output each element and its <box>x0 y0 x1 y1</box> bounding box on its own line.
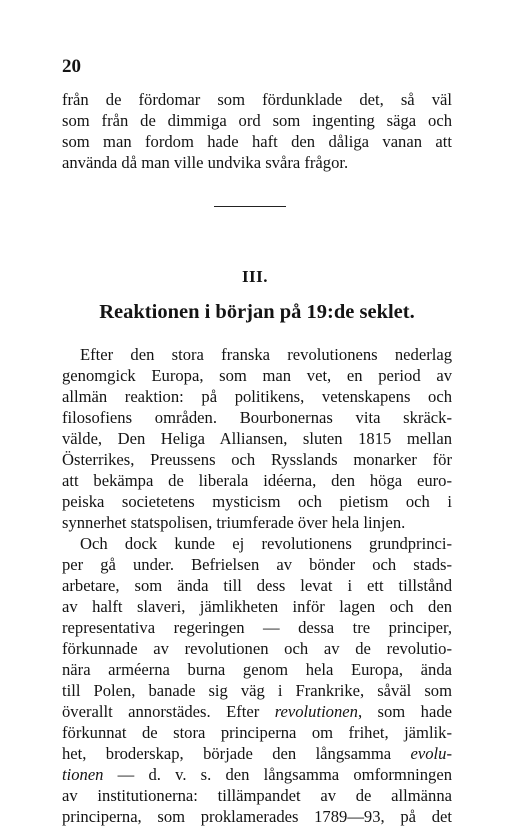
text-line: nära arméerna burna genom hela Europa, ända <box>62 660 452 679</box>
text-line: tionen — d. v. s. den långsamma omformningen <box>62 765 452 784</box>
text-line: från de fördomar som fördunklade det, så väl <box>62 90 452 109</box>
text-line: förkunnade av revolutionen och av de revolutio- <box>62 639 452 658</box>
text-line: som från de dimmiga ord som ingenting säga och <box>62 111 452 130</box>
text-line: Österrikes, Preussens och Rysslands monarker för <box>62 450 452 469</box>
chapter-title: Reaktionen i början på 19:de seklet. <box>99 301 415 323</box>
text-line: het, broderskap, började den långsamma evolu- <box>62 744 452 763</box>
section-divider <box>214 206 286 207</box>
previous-paragraph <box>62 89 452 173</box>
text-line: per gå under. Befrielsen av bönder och stads- <box>62 555 452 574</box>
chapter-body <box>62 344 452 827</box>
italic-text: revolutionen <box>274 702 358 721</box>
text-line: att bekämpa de liberala idéerna, den höga euro- <box>62 471 452 490</box>
text-line: peiska societetens mysticism och pietism och i <box>62 492 452 511</box>
text-line: filosofiens områden. Bourbonernas vita skräck- <box>62 408 452 427</box>
text-line: representativa regeringen — dessa tre principer, <box>62 618 452 637</box>
text-line: av halft slaveri, jämlikheten inför lagen och den <box>62 597 452 616</box>
text-line: välde, Den Heliga Alliansen, sluten 1815 mellan <box>62 429 452 448</box>
text-line: använda då man ville undvika svåra frågor. <box>62 153 349 172</box>
chapter-number: III. <box>241 267 269 286</box>
text-line: Och dock kunde ej revolutionens grundprinci- <box>80 534 452 553</box>
text-line: till Polen, banade sig väg i Frankrike, såväl som <box>62 681 452 700</box>
text-line: Efter den stora franska revolutionens nederlag <box>80 345 452 364</box>
text-line: som man fordom hade haft den dåliga vanan att <box>62 132 452 151</box>
text-line: arbetare, som ända till dess levat i ett tillstånd <box>62 576 452 595</box>
text-line: synnerhet statspolisen, triumferade över hela linjen. <box>62 513 406 532</box>
page-number: 20 <box>62 56 81 77</box>
italic-text: evolu- <box>410 744 452 763</box>
text-line: förkunnat de stora principerna om frihet, jämlik- <box>62 723 452 742</box>
text-line: principerna, som proklamerades 1789—93, på det <box>62 807 452 826</box>
text-line: allmän reaktion: på politikens, vetenskapens och <box>62 387 452 406</box>
text-line: genomgick Europa, som man vet, en period av <box>62 366 452 385</box>
text-line: av institutionerna: tillämpandet av de allmänna <box>62 786 452 805</box>
text-line: överallt annorstädes. Efter revolutionen, som hade <box>62 702 452 721</box>
italic-text: tionen <box>62 765 104 784</box>
